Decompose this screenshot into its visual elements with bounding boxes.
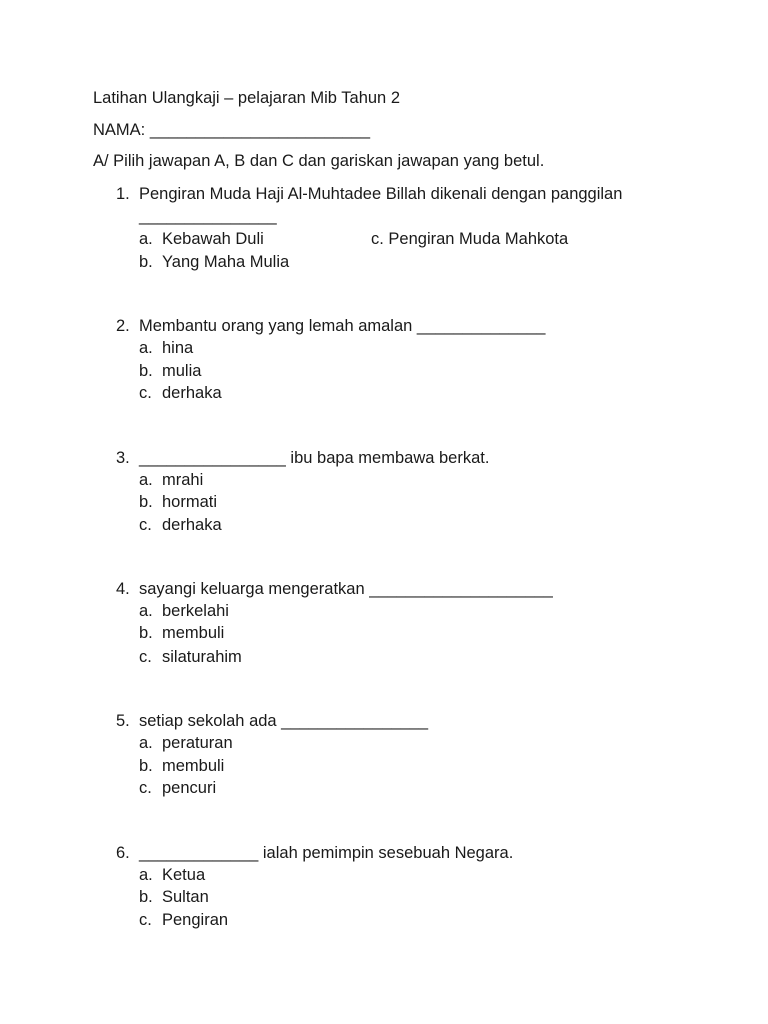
option-letter: a.	[139, 339, 153, 357]
question-text: _____________ ialah pemimpin sesebuah Negara.	[139, 844, 514, 862]
question-number: 3.	[116, 449, 130, 467]
option-text: mrahi	[162, 471, 204, 489]
option-letter: a.	[139, 230, 153, 248]
question-number: 1.	[116, 185, 130, 203]
option-text: mulia	[162, 362, 202, 380]
option-text: Ketua	[162, 866, 206, 884]
question-text: Membantu orang yang lemah amalan ______________	[139, 317, 546, 335]
option-letter: c.	[139, 384, 152, 402]
option-letter: b.	[139, 253, 153, 271]
question-number: 6.	[116, 844, 130, 862]
option-letter: c.	[139, 648, 152, 666]
option-letter: b.	[139, 888, 153, 906]
question-text: setiap sekolah ada ________________	[139, 712, 429, 730]
option-text: peraturan	[162, 734, 233, 752]
page-title: Latihan Ulangkaji – pelajaran Mib Tahun 2	[93, 89, 400, 107]
option-letter: b.	[139, 493, 153, 511]
option-text: Sultan	[162, 888, 209, 906]
name-field: NAMA: ________________________	[93, 121, 371, 139]
option-text: pencuri	[162, 779, 217, 797]
option-letter: b.	[139, 362, 153, 380]
option-letter: c.	[139, 516, 152, 534]
option-letter: c.	[139, 779, 152, 797]
option-text: Yang Maha Mulia	[162, 253, 290, 271]
option-text: derhaka	[162, 384, 222, 402]
option-letter: c.	[139, 911, 152, 929]
question-text-blank: _______________	[139, 207, 277, 225]
question-text: sayangi keluarga mengeratkan ____________________	[139, 580, 553, 598]
question-number: 4.	[116, 580, 130, 598]
option-text: hormati	[162, 493, 218, 511]
option-letter: a.	[139, 866, 153, 884]
option-text: hina	[162, 339, 194, 357]
question-number: 5.	[116, 712, 130, 730]
question-number: 2.	[116, 317, 130, 335]
option-letter: b.	[139, 624, 153, 642]
question-text: ________________ ibu bapa membawa berkat.	[139, 449, 490, 467]
option-c-inline: c. Pengiran Muda Mahkota	[371, 230, 569, 248]
option-letter: b.	[139, 757, 153, 775]
option-letter: a.	[139, 602, 153, 620]
option-text: membuli	[162, 757, 225, 775]
option-letter: a.	[139, 734, 153, 752]
instruction: A/ Pilih jawapan A, B dan C dan gariskan jawapan yang betul.	[93, 152, 545, 170]
option-text: membuli	[162, 624, 225, 642]
question-text: Pengiran Muda Haji Al-Muhtadee Billah dikenali dengan panggilan	[139, 185, 623, 203]
option-letter: a.	[139, 471, 153, 489]
option-text: derhaka	[162, 516, 222, 534]
option-text: Kebawah Duli	[162, 230, 264, 248]
option-text: Pengiran	[162, 911, 229, 929]
option-text: berkelahi	[162, 602, 229, 620]
option-text: silaturahim	[162, 648, 242, 666]
